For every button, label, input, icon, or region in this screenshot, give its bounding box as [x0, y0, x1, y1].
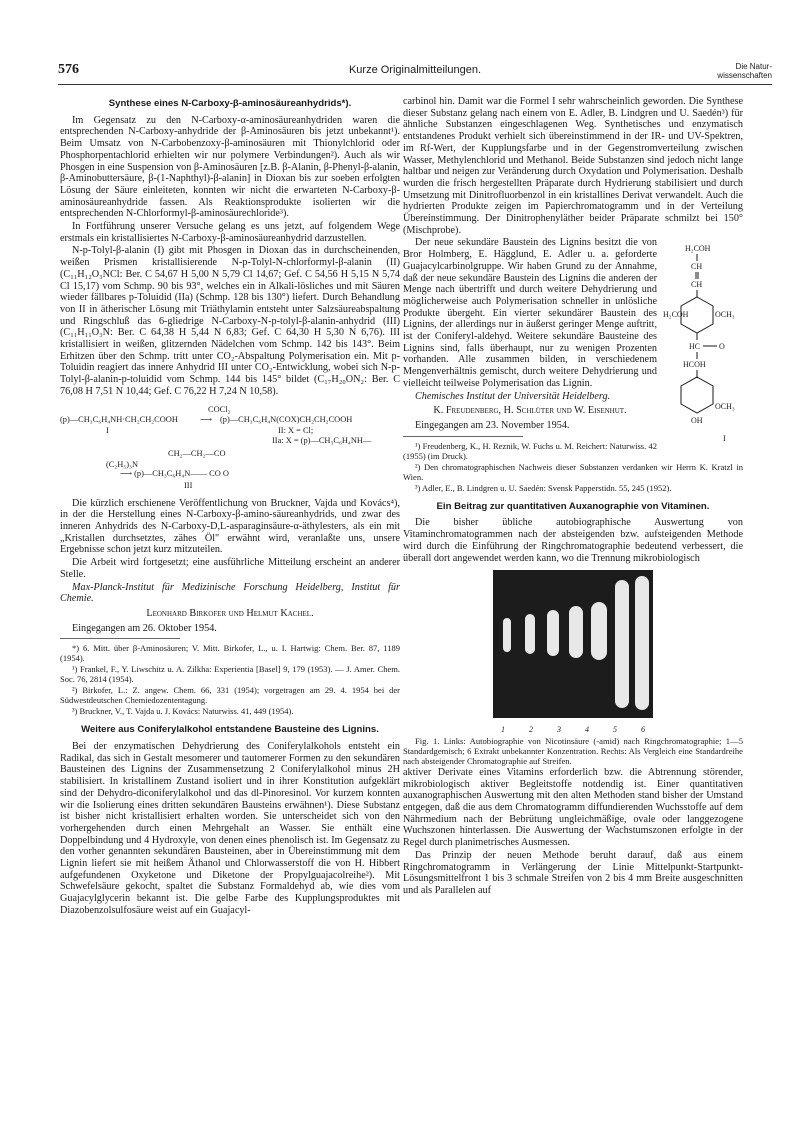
- footnote: ³) Bruckner, V., T. Vajda u. J. Kovács: Naturwiss. 41, 449 (1954).: [72, 706, 294, 717]
- scheme-ring-top: CH₂—CH₂—CO: [168, 448, 226, 458]
- running-title: Kurze Originalmitteilungen.: [348, 64, 482, 76]
- scheme-ring-left: ⟶ (p)—CH₃C₆H₄N—— CO O: [120, 468, 229, 478]
- article1-paragraph: N-p-Tolyl-β-alanin (I) gibt mit Phosgen in Dioxan das in durchscheinenden, weißen Prismen kristallisierende N-p-Tolyl-N-chlorformyl-β-alanin (II) (C₁₁H₁₂O₃NCl: Ber. C 54,67 H 5,00 N 5,79 Cl 14,67; Gef. C 54,56 H 5,15 N 5,74 Cl 15,17) vom Schmp. 90 bis 93°, welches ein in Alkali-lösliches und mit Säuren wieder fällbares p-Toluidid (IIa) (Schmp. 128 bis 130°) liefert. Durch Behandlung von II in ätherischer Lösung mit Triäthylamin entsteht unter Salzsäureabspaltung und Ringschluß das 6-gliedrige N-Carboxy-N-p-tolyl-β-alanin-anhydrid (III) (C₁₁H₁₁O₃N: Ber. C 64,38 H 5,44 N 6,83; Gef. C 64,30 H 5,30 N 6,76). III kristallisiert in weißen, glitzernden Nädelchen vom Schmp. 142 bis 143°. Beim Erhitzen über den Schmp. tritt unter CO₂-Abspaltung Polymerisation ein. Mit p-Toluidin reagiert das innere Anhydrid III unter CO₂-Entwicklung, wobei sich N-p-Tolyl-β-alanin-p-toluidid vom Schmp. 144 bis 145° bildet (C₁₇H₂₀ON₂: Ber. C 76,08 H 7,51 N 10,44; Gef. C 76,22 H 7,24 N 10,58).: [60, 245, 400, 397]
- scheme-base: (C₂H₅)₃N: [106, 459, 139, 469]
- scheme-label-iia: IIa: X = (p)—CH₃C₆H₄NH—: [272, 435, 372, 445]
- article1-received: Eingegangen am 26. Oktober 1954.: [72, 622, 217, 634]
- photo-spot: [615, 580, 629, 708]
- photo-spot: [547, 610, 559, 656]
- journal-name: Die Natur- wissenschaften: [717, 62, 772, 80]
- footnote: ¹) Freudenberg, K., H. Reznik, W. Fuchs u. M. Reichert: Naturwiss. 42 (1955) (im Druck).: [403, 440, 657, 461]
- scheme-arrow: ⟶: [200, 414, 213, 424]
- photo-spot: [525, 614, 535, 654]
- right-column: [403, 96, 743, 898]
- structural-formula: [663, 237, 743, 459]
- page-header: [58, 62, 772, 84]
- scheme-label-i: I: [106, 425, 109, 435]
- formula-m2: O: [719, 342, 725, 352]
- scheme-label-ii: II: X = Cl;: [278, 425, 314, 435]
- scheme-right: (p)—CH₃C₆H₄N(COX)CH₂CH₂COOH: [220, 414, 353, 424]
- footnote-rule: [403, 436, 523, 437]
- article1-paragraph: Im Gegensatz zu den N-Carboxy-α-aminosäureanhydriden waren die entsprechenden N-Carboxy-anhydride der β-Aminosäuren bis jetzt unbekannt¹). Beim Umsatz von N-Carbobenzoxy-β-aminosäuren mit Thionylchlorid oder Phosphorpentachlorid erhielten wir nur polymere Verbindungen²). Auch als wir Phosgen in eine Suspension von β-Aminosäuren [z.B. β-Alanin, β-Phenyl-β-alanin, β-Aminobuttersäure, β-(1-Naphthyl)-β-alanin] in Dioxan bis zur soeben erfolgten Lösung der Säure einleiteten, konnten wir nicht die erwarteten N-Carboxy-β-aminosäureanhydride fassen. Als Reaktionsprodukte isolierten wir die entsprechenden N-Chlorformyl-β-aminosäurechloride³).: [60, 114, 400, 220]
- page-number: 576: [58, 62, 79, 77]
- article2-paragraph: Bei der enzymatischen Dehydrierung des Coniferylalkohols entsteht ein Radikal, das sich in Gestalt mesomerer und tautomerer Formen zu den sekundären Bausteinen des Lignins der Zusammensetzung 2 Coniferylalkohol minus 2H stabilisiert. In kristallinem Zustand isoliert und in ihrer Konstitution aufgeklärt sind der Dehydro-diconiferylalkohol und das dl-Pinoresinol. Vor kurzem konnten wir die Isolierung eines dritten sekundären Bausteins erwähnen¹). Diese Substanz ist bisher nicht kristallisiert erhalten worden. Sie unterscheidet sich von den vorhergehenden durch einen Mehrgehalt an Wasser. Sie enthält eine Doppelbindung und 4 Hydroxyle, von denen eines phenolisch ist. Im Gegensatz zu den vorher genannten sekundären Bausteinen, aber in Übereinstimmung mit dem Lignin liefert sie mit heißem Äthanol und Chlorwasserstoff die von H. Hibbert aufgefundenen Oxyketone und Diketone der Propylguajacolreihe²). Mit Schwefelsäure gekocht, spaltet die Substanz Formaldehyd ab, wie dies vom Guajacylglycerin bekannt ist. Die gelbe Farbe des Kupplungsproduktes mit Diazobenzolsulfosäure weist auf ein Guajacyl-: [60, 741, 400, 916]
- photo-spot: [591, 602, 607, 660]
- article3-heading: Ein Beitrag zur quantitativen Auxanographie von Vitaminen.: [436, 500, 710, 512]
- article2-paragraph: carbinol hin. Damit war die Formel I sehr wahrscheinlich geworden. Die Synthese dieser Substanz gelang nach einem von E. Adler, B. Lindgren und U. Saedén³) für ähnliche Substanzen eingeschlagenen Weg. Synthetisches und enzymatisch entstandenes Produkt verhielt sich übereinstimmend in der IR- und UV-Spektren, im Rf-Wert, der Kupplungsfarbe und in der Gegenstromverteilung zwischen Wasser, Methylenchlorid und Methanol. Beide Substanzen sind jedoch nicht lange haltbar und neigen zur Veränderung durch Oxydation und Polymerisation. Deshalb wurden die frisch hergestellten Präparate durch Hydrierung stabilisiert und durch Umsetzung mit Dinitrofluorbenzol in ein kristallines Derivat verwandelt. Auch die hydrierten Produkte zeigen im Papierchromatogramm und in der Verteilung Übereinstimmung. Der Dinitrophenyläther beider Präparate schmilzt bei 150° (Mischprobe).: [403, 96, 743, 236]
- article1-institute: Max-Planck-Institut für Medizinische Forschung Heidelberg, Institut für Chemie.: [60, 581, 400, 605]
- figure-labels: 1 2 3 4 5 6: [501, 725, 645, 735]
- article2-authors: K. Freudenberg, H. Schlüter und W. Eisenhut.: [433, 405, 627, 417]
- footnote: ¹) Frankel, F., Y. Liwschitz u. A. Zilkha: Experientia [Basel] 9, 179 (1953). — J. Amer. Chem. Soc. 76, 2814 (1954).: [60, 664, 400, 685]
- photo-spot: [569, 606, 583, 658]
- chromatogram-photo: [493, 570, 653, 718]
- article2-heading: Weitere aus Coniferylalkohol entstandene Bausteine des Lignins.: [81, 724, 379, 736]
- photo-spot: [503, 618, 511, 652]
- footnote-rule: [60, 638, 180, 639]
- scheme-reagent: COCl₂: [208, 404, 231, 414]
- formula-t1: H₂COH: [685, 244, 711, 254]
- footnote: *) 6. Mitt. über β-Aminosäuren; V. Mitt. Birkofer, L., u. I. Hartwig: Chem. Ber. 87, 1189 (1954).: [60, 643, 400, 664]
- formula-r1: OCH₃: [715, 310, 735, 320]
- article1-authors: Leonhard Birkofer und Helmut Kachel.: [146, 607, 314, 619]
- scheme-left: (p)—CH₃C₆H₄NH·CH₂CH₂COOH: [60, 414, 178, 424]
- left-column: [60, 96, 400, 918]
- article1-paragraph: Die kürzlich erschienene Veröffentlichung von Bruckner, Vajda und Kovács⁴), in der die Herstellung eines N-Carboxy-β-amino-säureanhydrids, und zwar des inneren Anhydrids des N-Carboxy-D,L-asparaginsäure-α-äthylesters, als ein mit „Kristallen durchsetztes, zähes Öl" erwähnt wird, veranlaßte uns, unsere Ergebnisse schon jetzt kurz mitzuteilen.: [60, 497, 400, 556]
- article1-paragraph: Die Arbeit wird fortgesetzt; eine ausführliche Mitteilung erscheint an anderer Stelle.: [60, 557, 400, 580]
- article1-heading: Synthese eines N-Carboxy-β-aminosäureanhydrids*).: [108, 98, 352, 109]
- footnote: ³) Adler, E., B. Lindgren u. U. Saedén: Svensk Papperstidn. 55, 245 (1952).: [415, 482, 672, 493]
- article2-received: Eingegangen am 23. November 1954.: [415, 419, 570, 431]
- formula-b1: OH: [691, 416, 703, 426]
- formula-m3: HCOH: [683, 360, 706, 370]
- formula-t3: CH: [691, 280, 703, 290]
- scheme-label-iii: III: [184, 480, 193, 490]
- formula-m1: HC: [689, 342, 701, 352]
- formula-l1: H₂COH: [663, 310, 689, 320]
- article3-paragraph: aktiver Derivate eines Vitamins erforderlich bzw. die Abtrennung störender, mikrobiologisch aktiver Begleitstoffe notdendig ist. Einer quantitativen auxanographischen Auswertung mit den alten Methoden stand bisher der Umstand entgegen, daß die aus dem Chromatogramm diffundierenden Wuchsstoffe auf dem Nährmedium nach der Bebrütung ungleichmäßige, ovale oder langgezogene Wuchszonen hinterlassen. Die Auswertung der Wachstumszonen erfolgte in der Regel durch planimetrisches Ausmessen.: [403, 766, 743, 849]
- footnote: ²) Den chromatographischen Nachweis dieser Substanzen verdanken wir Herrn K. Kratzl in Wien.: [403, 461, 743, 482]
- formula-r2: OCH₃: [715, 402, 735, 412]
- article3-paragraph: Das Prinzip der neuen Methode beruht darauf, daß aus einem Ringchromatogramm in Verlängerung der Linie Mittelpunkt-Startpunkt-Lösungsmittelfront 1 bis 3 schmale Streifen von 2 bis 4 mm Breite ausgeschnitten und als Parallelen auf: [403, 849, 743, 896]
- formula-drawing: [663, 237, 743, 459]
- article2-institute: Chemisches Institut der Universität Heidelberg.: [415, 390, 611, 402]
- formula-label: I: [723, 434, 726, 444]
- photo-spot: [635, 576, 649, 710]
- article2-paragraph: Der neue sekundäre Baustein des Lignins besitzt die von Bror Holmberg, E. Hägglund, E. Adler u. a. geforderte Guajacylcarbinolgruppe. Wir haben Grund zu der Annahme, daß der neue sekundäre Baustein des Lignins die anderen der Menge nach übertrifft und durch weitere Dehydrierung und möglicherweise auch Polymerisation schneller in unlösliche Produkte übergeht. Ein vierter sekundärer Baustein des Lignins, der allerdings nur in äußerst geringer Menge auftritt, ist der Coniferyl-aldehyd. Weitere sekundäre Bausteine des Lignins sind, falls überhaupt, nur zu wenigen Prozenten vorhanden. Alle zusammen bilden, in verschiedenem Mengenverhältnis gemischt, durch weitere Dehydrierung und vielleicht teilweise Polymerisation das Lignin.: [403, 237, 657, 389]
- header-rule: [58, 84, 772, 85]
- article3-paragraph: Die bisher übliche autobiographische Auswertung von Vitaminchromatogrammen nach der absteigenden bzw. aufsteigenden Methode wird durch die Einführung der Ringchromatographie bedeutend verbessert, die überall dort angewendet werden kann, wo die Trennung mikrobiologisch: [403, 517, 743, 564]
- reaction-scheme: [60, 404, 400, 492]
- formula-t2: CH: [691, 262, 703, 272]
- figure-caption: Fig. 1. Links: Autobiographie von Nicotinsäure (-amid) nach Ringchromatographie; 1—5 Standardgemisch; 6 Extrakt unbekannter Konzentration. Rechts: Als Vergleich eine Standardreihe nach absteigender Chromatographie auf Streifen.: [403, 735, 743, 766]
- article1-paragraph: In Fortführung unserer Versuche gelang es uns jetzt, auf folgendem Wege erstmals ein kristallisiertes N-Carboxy-β-aminosäureanhydrid darzustellen.: [60, 221, 400, 244]
- footnote: ²) Birkofer, L.: Z. angew. Chem. 66, 331 (1954); vorgetragen am 29. 4. 1954 bei der Südwestdeutschen Chemiedozententagung.: [60, 685, 400, 706]
